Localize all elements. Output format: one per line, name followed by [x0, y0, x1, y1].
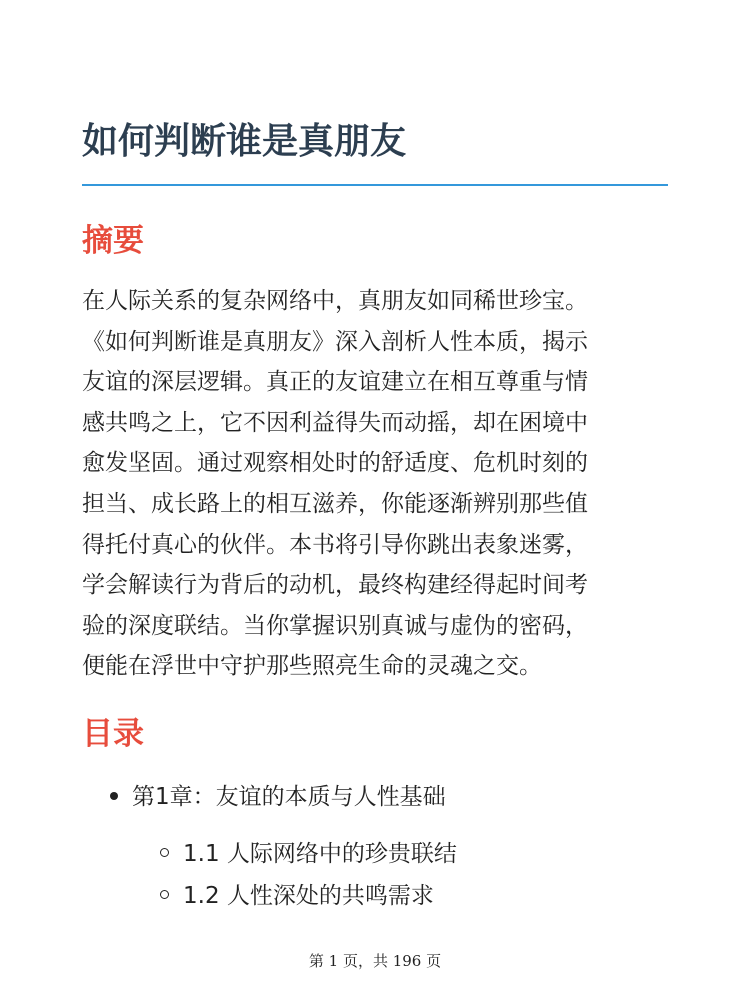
toc-chapter-1	[110, 780, 446, 814]
title-divider	[82, 184, 668, 186]
abstract-line: 在人际关系的复杂网络中，真朋友如同稀世珍宝。	[82, 288, 588, 314]
abstract-line: 学会解读行为背后的动机，最终构建经得起时间考	[82, 572, 588, 599]
abstract-line: 《如何判断谁是真朋友》深入剖析人性本质，揭示	[82, 328, 588, 355]
bullet-disc-icon	[110, 792, 118, 800]
bullet-circle-icon	[160, 848, 169, 857]
abstract-heading: 摘要	[82, 223, 144, 259]
abstract-line: 友谊的深层逻辑。真正的友谊建立在相互尊重与情	[82, 369, 588, 396]
toc-heading: 目录	[82, 716, 144, 752]
toc-section-label: 1.1 人际网络中的珍贵联结	[183, 841, 457, 867]
abstract-paragraph	[82, 281, 682, 687]
abstract-line: 便能在浮世中守护那些照亮生命的灵魂之交。	[82, 653, 542, 680]
bullet-circle-icon	[160, 890, 169, 899]
abstract-line: 担当、成长路上的相互滋养，你能逐渐辨别那些值	[82, 490, 588, 517]
toc-section-1-1	[160, 837, 457, 871]
abstract-line: 感共鸣之上，它不因利益得失而动摇，却在困境中	[82, 409, 588, 436]
abstract-line: 得托付真心的伙伴。本书将引导你跳出表象迷雾，	[82, 531, 588, 558]
toc-section-label: 1.2 人性深处的共鸣需求	[183, 883, 434, 909]
toc-chapter-label: 第1章：友谊的本质与人性基础	[132, 784, 446, 810]
page-number: 第 1 页，共 196 页	[308, 952, 442, 970]
abstract-line: 验的深度联结。当你掌握识别真诚与虚伪的密码，	[82, 612, 588, 639]
abstract-line: 愈发坚固。通过观察相处时的舒适度、危机时刻的	[82, 450, 588, 477]
document-title: 如何判断谁是真朋友	[82, 121, 407, 162]
toc-section-1-2	[160, 879, 434, 913]
